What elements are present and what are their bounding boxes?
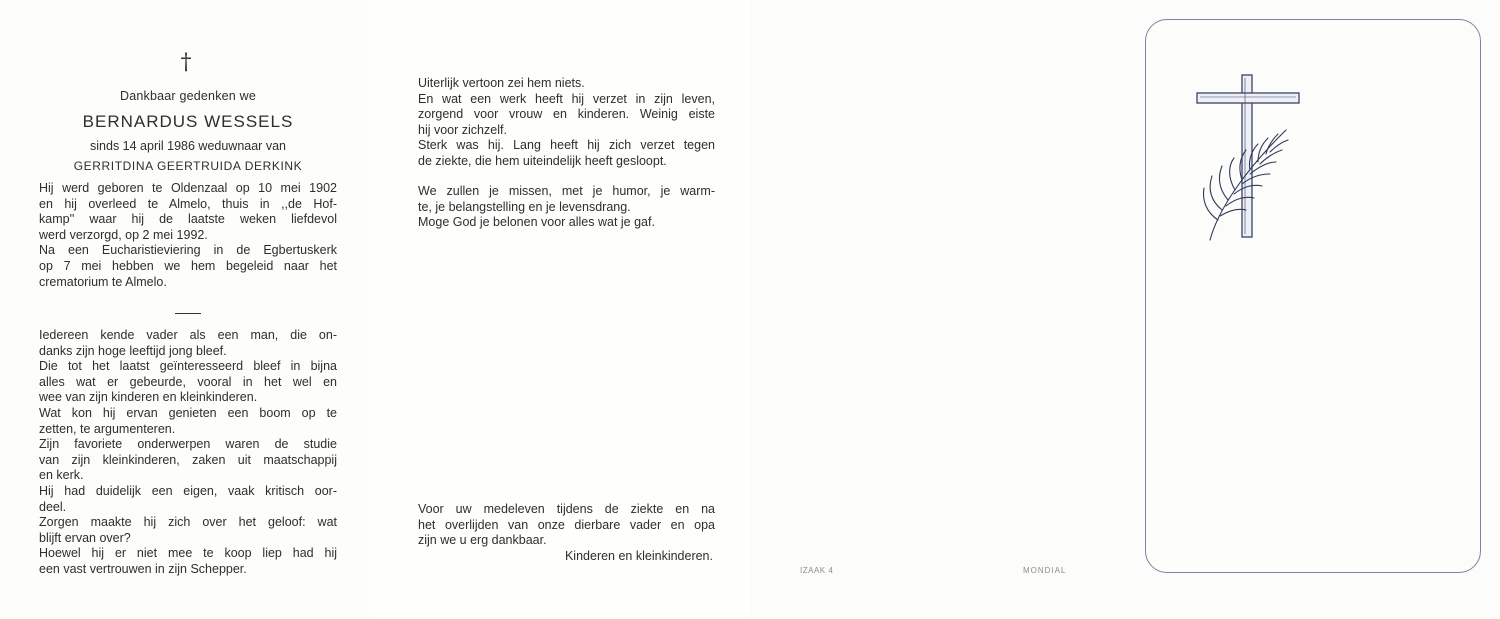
text-line: van zijn kleinkinderen, zaken uit maatschappij — [39, 452, 337, 467]
text-line: Zijn favoriete onderwerpen waren de studie — [39, 437, 337, 452]
text-line: deel. — [39, 499, 67, 514]
text-line: Die tot het laatst geïnteresseerd bleef in bijna — [39, 359, 337, 374]
deceased-name: BERNARDUS WESSELS — [82, 112, 294, 131]
text-line: Hoewel hij er niet mee te koop liep had hij — [39, 546, 337, 561]
text-line: kamp'' waar hij de laatste weken liefdevol — [39, 212, 337, 227]
intro-line: Dankbaar gedenken we — [119, 89, 257, 103]
tribute-paragraph — [39, 328, 337, 578]
text-line: danks zijn hoge leeftijd jong bleef. — [39, 343, 227, 358]
text-line: crematorium te Almelo. — [39, 274, 167, 289]
text-line: Sterk was hij. Lang heeft hij zich verzet tegen — [418, 138, 715, 153]
divider — [175, 313, 201, 314]
family-signoff: Kinderen en kleinkinderen. — [564, 549, 713, 563]
text-line: werd verzorgd, op 2 mei 1992. — [39, 227, 208, 242]
character-paragraph — [418, 76, 715, 170]
text-line: Hij werd geboren te Oldenzaal op 10 mei 1902 — [39, 181, 337, 195]
text-line: En wat een werk heeft hij verzet in zijn leven, — [418, 91, 715, 106]
text-line: Zorgen maakte hij zich over het geloof: wat — [39, 515, 337, 530]
text-line: zijn we u erg dankbaar. — [418, 533, 547, 548]
biography-paragraph — [39, 181, 337, 290]
text-line: alles wat er gebeurde, vooral in het wel en — [39, 374, 337, 389]
small-cross-icon: † — [180, 50, 192, 75]
text-line: zorgend voor vrouw en kinderen. Weinig eiste — [418, 107, 715, 122]
text-line: en hij overleed te Almelo, thuis in ,,de Hof- — [39, 196, 337, 211]
cross-with-palm-icon — [1190, 70, 1300, 250]
text-line: blijft ervan over? — [39, 530, 131, 545]
text-line: Voor uw medeleven tijdens de ziekte en na — [418, 502, 715, 516]
text-line: een vast vertrouwen in zijn Schepper. — [39, 561, 247, 576]
text-line: zetten, te argumenteren. — [39, 421, 176, 436]
text-line: Na een Eucharistieviering in de Egbertuskerk — [39, 243, 337, 258]
spouse-name: GERRITDINA GEERTRUIDA DERKINK — [73, 159, 303, 173]
text-line: Hij had duidelijk een eigen, vaak kritisch oor- — [39, 483, 337, 498]
printer-code: IZAAK 4 — [800, 566, 834, 575]
text-line: en kerk. — [39, 468, 84, 483]
text-line: Uiterlijk vertoon zei hem niets. — [418, 76, 585, 90]
text-line: Wat kon hij ervan genieten een boom op te — [39, 405, 337, 420]
text-line: hij voor zichzelf. — [418, 122, 507, 137]
farewell-paragraph — [418, 184, 715, 231]
text-line: te, je belangstelling en je levensdrang. — [418, 199, 631, 214]
thanks-paragraph — [418, 502, 715, 549]
text-line: op 7 mei hebben we hem begeleid naar het — [39, 258, 337, 273]
text-line: wee van zijn kinderen en kleinkinderen. — [39, 390, 258, 405]
widower-line: sinds 14 april 1986 weduwnaar van — [90, 139, 286, 153]
text-line: We zullen je missen, met je humor, je warm- — [418, 184, 715, 198]
text-line: Iedereen kende vader als een man, die on- — [39, 328, 337, 342]
brand-mark: MONDIAL — [1023, 566, 1067, 575]
text-line: de ziekte, die hem uiteindelijk heeft gesloopt. — [418, 153, 667, 168]
text-line: het overlijden van onze dierbare vader en opa — [418, 517, 715, 532]
cross-horizontal-beam — [1197, 93, 1299, 103]
text-line: Moge God je belonen voor alles wat je gaf. — [418, 215, 655, 230]
